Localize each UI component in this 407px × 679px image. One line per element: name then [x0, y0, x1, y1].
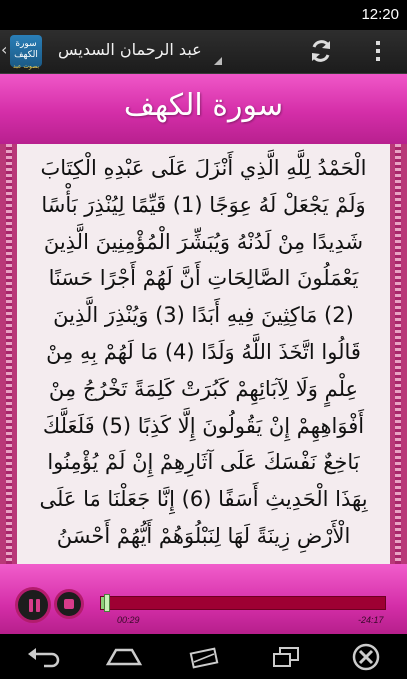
reciter-spinner[interactable]: عبد الرحمان السديس	[58, 40, 202, 59]
verse-line: وَلَمْ يَجْعَلْ لَهُ عِوَجًا (1) قَيِّمًا لِيُنْذِرَ بَأْسًا	[41, 192, 366, 217]
verse-line: بِهَذَا الْحَدِيثِ أَسَفًا (6) إِنَّا جَعَلْنَا مَا عَلَى	[39, 487, 368, 512]
surah-title: سورة الكهف	[123, 88, 284, 123]
home-icon[interactable]	[104, 642, 144, 672]
app-icon[interactable]	[10, 35, 42, 70]
verse-line: (2) مَاكِثِينَ فِيهِ أَبَدًا (3) وَيُنْذِرَ الَّذِينَ	[53, 303, 354, 328]
up-chevron-icon[interactable]: ‹	[1, 40, 8, 59]
verse-line: شَدِيدًا مِنْ لَدُنْهُ وَيُبَشِّرَ الْمُؤْمِنِينَ الَّذِينَ	[43, 229, 364, 254]
verse-page[interactable]	[0, 144, 407, 564]
close-icon[interactable]	[346, 642, 386, 672]
stop-button[interactable]	[54, 589, 84, 619]
elapsed-time: 00:29	[117, 615, 140, 625]
surah-banner	[0, 74, 407, 144]
screenshot-icon[interactable]	[184, 642, 224, 672]
navigation-bar	[0, 634, 407, 679]
overflow-menu-icon[interactable]	[370, 36, 386, 66]
refresh-icon[interactable]	[306, 36, 336, 66]
seek-thumb[interactable]	[104, 594, 110, 612]
status-bar	[0, 0, 407, 30]
verse-line: قَالُوا اتَّخَذَ اللَّهُ وَلَدًا (4) مَا لَهُمْ بِهِ مِنْ	[46, 339, 361, 364]
verse-line: بَاخِعٌ نَفْسَكَ عَلَى آثَارِهِمْ إِنْ لَمْ يُؤْمِنُوا	[47, 450, 360, 475]
audio-player	[0, 564, 407, 634]
remaining-time: -24:17	[358, 615, 384, 625]
spinner-triangle-icon	[214, 57, 222, 65]
clock: 12:20	[361, 6, 399, 23]
pause-icon	[29, 599, 41, 612]
app-icon-title: سورة الكهف	[14, 39, 38, 60]
recent-apps-icon[interactable]	[266, 642, 306, 672]
verse-line: أَفْوَاهِهِمْ إِنْ يَقُولُونَ إِلَّا كَذِبًا (5) فَلَعَلَّكَ	[42, 413, 365, 438]
verse-line: يَعْمَلُونَ الصَّالِحَاتِ أَنَّ لَهُمْ أَجْرًا حَسَنًا	[48, 266, 359, 291]
seek-bar[interactable]	[100, 596, 386, 610]
app-icon-subtitle: بصوت عبد	[12, 63, 40, 70]
verse-line: الْحَمْدُ لِلَّهِ الَّذِي أَنْزَلَ عَلَى عَبْدِهِ الْكِتَابَ	[40, 156, 367, 180]
verse-line: الْأَرْضِ زِينَةً لَهَا لِنَبْلُوَهُمْ أَيُّهُمْ أَحْسَنُ	[56, 523, 351, 548]
action-bar	[0, 30, 407, 74]
verse-text	[27, 150, 380, 555]
verse-line: عِلْمٍ وَلَا لِآبَائِهِمْ كَبُرَتْ كَلِمَةً تَخْرُجُ مِنْ	[48, 376, 359, 401]
pause-button[interactable]	[15, 587, 51, 623]
stop-icon	[64, 599, 74, 609]
back-icon[interactable]	[24, 642, 64, 672]
